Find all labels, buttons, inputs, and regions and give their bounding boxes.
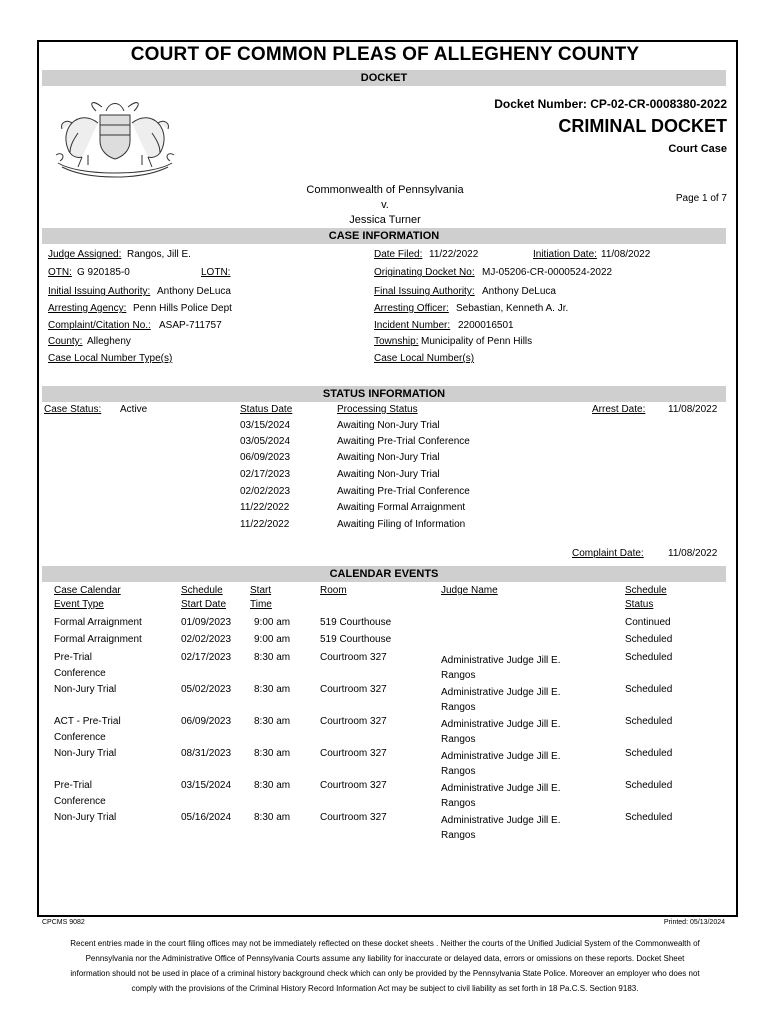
- case-caption: [285, 183, 485, 228]
- schedule-status-header-2: Status: [625, 599, 654, 610]
- originating-docket-label: Originating Docket No:: [374, 267, 475, 278]
- status-date: 02/17/2023: [240, 469, 291, 480]
- room-header: Room: [320, 585, 347, 596]
- start-time-header-2: Time: [250, 599, 272, 610]
- schedule-status: Scheduled: [625, 748, 673, 759]
- judge-value: Rangos, Jill E.: [127, 249, 191, 260]
- county-value: Allegheny: [87, 336, 131, 347]
- event-type-line-2: Conference: [54, 668, 106, 679]
- start-date-header-2: Start Date: [181, 599, 227, 610]
- township-label: Township:: [374, 336, 419, 347]
- judge-name: Administrative Judge Jill E.: [441, 719, 561, 730]
- caption-plaintiff: Commonwealth of Pennsylvania: [306, 184, 464, 196]
- final-authority-label: Final Issuing Authority:: [374, 286, 475, 297]
- complaint-number-value: ASAP-711757: [159, 320, 222, 331]
- event-type: Pre-Trial: [54, 780, 92, 791]
- start-time-header-1: Start: [250, 585, 272, 596]
- status-date: 06/09/2023: [240, 452, 291, 463]
- docket-number: Docket Number: CP-02-CR-0008380-2022: [494, 97, 727, 111]
- arresting-officer-value: Sebastian, Kenneth A. Jr.: [456, 303, 569, 314]
- room: Courtroom 327: [320, 780, 387, 791]
- status-date-header: Status Date: [240, 404, 293, 415]
- schedule-start-date: 06/09/2023: [181, 716, 232, 727]
- schedule-status: Scheduled: [625, 812, 673, 823]
- initial-authority-label: Initial Issuing Authority:: [48, 286, 151, 297]
- judge-name: Administrative Judge Jill E.: [441, 815, 561, 826]
- room: Courtroom 327: [320, 812, 387, 823]
- disclaimer-text: Recent entries made in the court filing offices may not be immediately reflected on these docket sheets . Neither the courts of the Unified Judicial System of the Commonwealth of Pennsylvania nor the Administrative Office of Pennsylvania Courts assume any liability for inaccurate or delayed data, errors or omissions on these reports. Docket Sheet information should not be used in place of a criminal history background check which can only be provided by the Pennsylvania State Police. Moreover an employer who does not comply with the provisions of the Criminal History Record Information Act may be subject to civil liability as set forth in 18 Pa.C.S. Section 9183.: [70, 939, 700, 993]
- status-info-bar: STATUS INFORMATION: [42, 386, 726, 402]
- complaint-number-label: Complaint/Citation No.:: [48, 320, 151, 331]
- start-time: 8:30 am: [254, 652, 291, 663]
- schedule-status: Scheduled: [625, 780, 673, 791]
- judge-name: Administrative Judge Jill E.: [441, 687, 561, 698]
- caption-versus: v.: [381, 199, 389, 211]
- schedule-status: Continued: [625, 617, 671, 628]
- case-kind: Court Case: [668, 143, 727, 155]
- local-number-type-label: Case Local Number Type(s): [48, 353, 173, 364]
- judge-label: Judge Assigned:: [48, 249, 122, 260]
- judge-header: Judge Name: [441, 585, 498, 596]
- processing-status: Awaiting Non-Jury Trial: [337, 452, 440, 463]
- court-title: COURT OF COMMON PLEAS OF ALLEGHENY COUNTY: [130, 44, 640, 65]
- calendar-events-bar: CALENDAR EVENTS: [42, 566, 726, 582]
- caption-defendant: Jessica Turner: [349, 214, 421, 226]
- room: Courtroom 327: [320, 748, 387, 759]
- start-time: 9:00 am: [254, 634, 291, 645]
- arrest-date-label: Arrest Date:: [592, 404, 646, 415]
- judge-name-line-2: Rangos: [441, 734, 476, 745]
- arresting-agency-value: Penn Hills Police Dept: [133, 303, 232, 314]
- docket-bar: DOCKET: [42, 70, 726, 86]
- printed-date: Printed: 05/13/2024: [663, 919, 725, 926]
- final-authority-value: Anthony DeLuca: [482, 286, 556, 297]
- processing-status: Awaiting Non-Jury Trial: [337, 420, 440, 431]
- judge-name-line-2: Rangos: [441, 670, 476, 681]
- start-time: 8:30 am: [254, 684, 291, 695]
- date-filed-value: 11/22/2022: [429, 249, 479, 260]
- status-date: 11/22/2022: [240, 519, 290, 530]
- room: 519 Courthouse: [320, 617, 392, 628]
- event-type: Non-Jury Trial: [54, 748, 117, 759]
- start-time: 8:30 am: [254, 812, 291, 823]
- lotn-label: LOTN:: [201, 267, 231, 278]
- room: Courtroom 327: [320, 684, 387, 695]
- county-label: County:: [48, 336, 83, 347]
- township-value: Municipality of Penn Hills: [421, 336, 533, 347]
- case-status-value: Active: [120, 404, 148, 415]
- judge-name-line-2: Rangos: [441, 702, 476, 713]
- schedule-start-date: 05/16/2024: [181, 812, 232, 823]
- event-type: Formal Arraignment: [54, 634, 142, 645]
- processing-status: Awaiting Pre-Trial Conference: [337, 436, 470, 447]
- case-info-bar: CASE INFORMATION: [42, 228, 726, 244]
- event-type: Formal Arraignment: [54, 617, 142, 628]
- incident-number-label: Incident Number:: [374, 320, 451, 331]
- arresting-officer-label: Arresting Officer:: [374, 303, 449, 314]
- local-numbers-label: Case Local Number(s): [374, 353, 475, 364]
- event-type-header-1: Case Calendar: [54, 585, 121, 596]
- room: Courtroom 327: [320, 652, 387, 663]
- status-date: 03/05/2024: [240, 436, 291, 447]
- processing-status: Awaiting Pre-Trial Conference: [337, 486, 470, 497]
- judge-name-line-2: Rangos: [441, 766, 476, 777]
- docket-type: CRIMINAL DOCKET: [558, 116, 727, 136]
- complaint-date-value: 11/08/2022: [668, 548, 718, 559]
- status-date: 03/15/2024: [240, 420, 291, 431]
- start-time: 8:30 am: [254, 780, 291, 791]
- schedule-status: Scheduled: [625, 634, 673, 645]
- judge-name: Administrative Judge Jill E.: [441, 655, 561, 666]
- schedule-start-date: 02/17/2023: [181, 652, 232, 663]
- processing-status: Awaiting Non-Jury Trial: [337, 469, 440, 480]
- initiation-date-value: 11/08/2022: [601, 249, 651, 260]
- incident-number-value: 2200016501: [458, 320, 514, 331]
- schedule-start-date: 08/31/2023: [181, 748, 232, 759]
- form-id: CPCMS 9082: [42, 919, 85, 926]
- date-filed-label: Date Filed:: [374, 249, 423, 260]
- event-type-line-2: Conference: [54, 732, 106, 743]
- processing-status-header: Processing Status: [337, 404, 418, 415]
- processing-status: Awaiting Formal Arraignment: [337, 502, 466, 513]
- status-date: 11/22/2022: [240, 502, 290, 513]
- schedule-start-date: 03/15/2024: [181, 780, 232, 791]
- event-type-line-2: Conference: [54, 796, 106, 807]
- initiation-date-label: Initiation Date:: [533, 249, 597, 260]
- start-date-header-1: Schedule: [181, 585, 223, 596]
- judge-name: Administrative Judge Jill E.: [441, 751, 561, 762]
- initial-authority-value: Anthony DeLuca: [157, 286, 231, 297]
- schedule-status: Scheduled: [625, 716, 673, 727]
- start-time: 8:30 am: [254, 748, 291, 759]
- judge-name-line-2: Rangos: [441, 798, 476, 809]
- event-type: Non-Jury Trial: [54, 812, 117, 823]
- event-type: Pre-Trial: [54, 652, 92, 663]
- event-type: ACT - Pre-Trial: [54, 716, 121, 727]
- schedule-start-date: 01/09/2023: [181, 617, 232, 628]
- arrest-date-value: 11/08/2022: [668, 404, 718, 415]
- arresting-agency-label: Arresting Agency:: [48, 303, 127, 314]
- originating-docket-value: MJ-05206-CR-0000524-2022: [482, 267, 613, 278]
- judge-name-line-2: Rangos: [441, 830, 476, 841]
- schedule-start-date: 02/02/2023: [181, 634, 232, 645]
- judge-name: Administrative Judge Jill E.: [441, 783, 561, 794]
- coat-of-arms-icon: [48, 93, 182, 179]
- room: 519 Courthouse: [320, 634, 392, 645]
- schedule-start-date: 05/02/2023: [181, 684, 232, 695]
- start-time: 8:30 am: [254, 716, 291, 727]
- status-date: 02/02/2023: [240, 486, 291, 497]
- event-type: Non-Jury Trial: [54, 684, 117, 695]
- complaint-date-label: Complaint Date:: [572, 548, 644, 559]
- schedule-status: Scheduled: [625, 684, 673, 695]
- schedule-status: Scheduled: [625, 652, 673, 663]
- case-status-label: Case Status:: [44, 404, 102, 415]
- processing-status: Awaiting Filing of Information: [337, 519, 466, 530]
- otn-value: G 920185-0: [77, 267, 130, 278]
- otn-label: OTN:: [48, 267, 72, 278]
- start-time: 9:00 am: [254, 617, 291, 628]
- room: Courtroom 327: [320, 716, 387, 727]
- page-indicator: Page 1 of 7: [675, 193, 727, 204]
- schedule-status-header-1: Schedule: [625, 585, 667, 596]
- event-type-header-2: Event Type: [54, 599, 104, 610]
